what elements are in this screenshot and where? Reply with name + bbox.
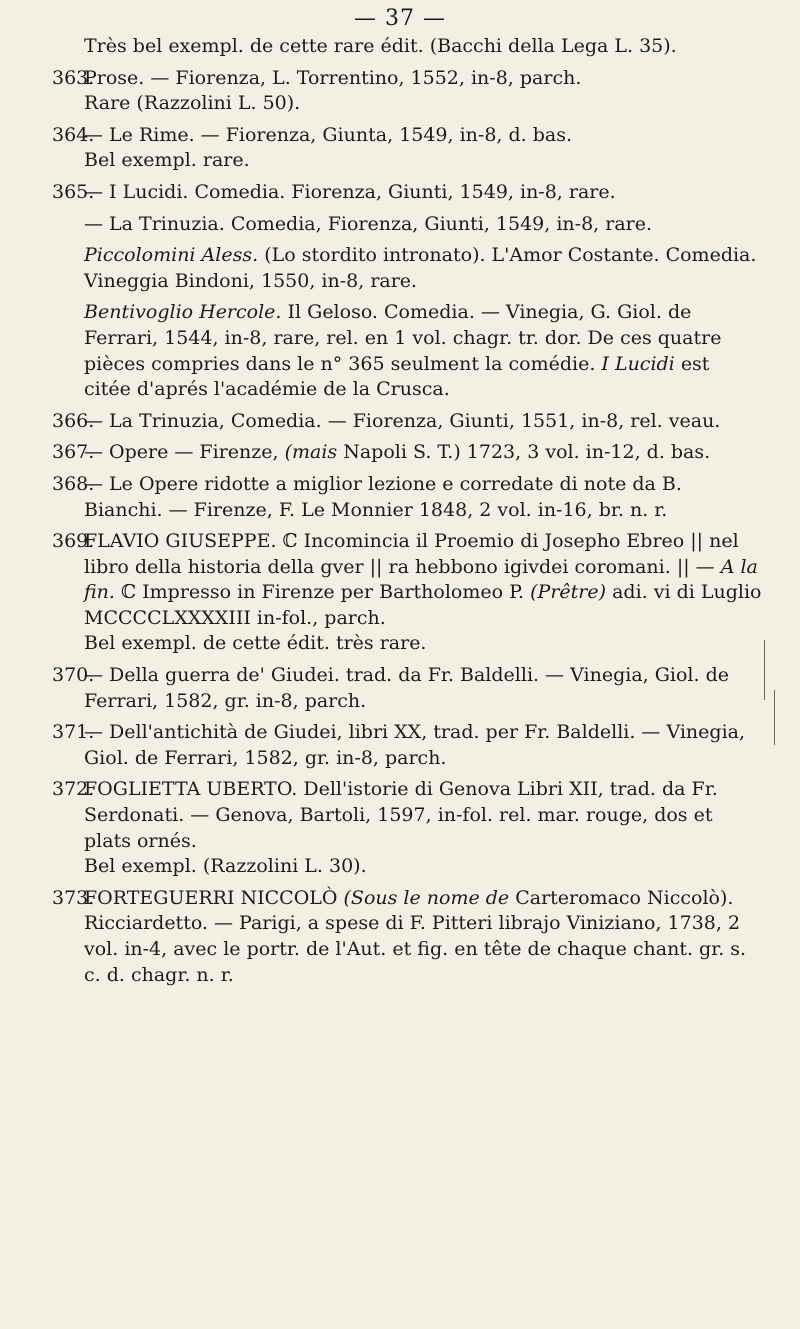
- catalogue-entry-368: [52, 472, 762, 523]
- page-number: — 37 —: [354, 6, 446, 31]
- catalogue-entry-365: [52, 180, 762, 206]
- entry-author: Piccolomini Aless.: [84, 244, 259, 267]
- entry-text: FLAVIO GIUSEPPE. ℂ Incomincia il Proemio di Josepho Ebreo || nel libro della historia della gver || ra hebbono igivdei coromani. || —: [84, 530, 739, 578]
- catalogue-entry-366: [52, 409, 762, 435]
- entry-text-after: Napoli S. T.) 1723, 3 vol. in-12, d. bas.: [343, 441, 711, 464]
- entry-text: — Le Opere ridotte a miglior lezione e corredate di note da B. Bianchi. — Firenze, F. Le Monnier 1848, 2 vol. in-16, br. n. r.: [84, 472, 682, 521]
- entry-number: 373.: [52, 886, 95, 909]
- entry-text: — Opere — Firenze,: [84, 441, 279, 464]
- entry-text: FORTEGUERRI NICCOLÒ: [84, 886, 338, 909]
- entry-italic: (Sous le nome de: [343, 886, 510, 909]
- entry-text: — I Lucidi. Comedia. Fiorenza, Giunti, 1549, in-8, rare.: [84, 180, 616, 203]
- entry-text: — Della guerra de' Giudei. trad. da Fr. Baldelli. — Vinegia, Giol. de Ferrari, 1582, gr. in-8, parch.: [84, 664, 729, 712]
- entry-number: 367.: [52, 441, 95, 464]
- entry-number: 364.: [52, 123, 95, 146]
- entry-text-after: adi. vi di Luglio MCCCCLXXXXIII in-fol., parch.: [84, 581, 762, 629]
- entry-number: 365.: [52, 180, 95, 203]
- entry-note: Bel exempl. (Razzolini L. 30).: [84, 855, 367, 878]
- catalogue-entry-369: [52, 529, 762, 657]
- catalogue-entry-365-bentivoglio: [52, 300, 762, 402]
- catalogue-entry-371: [52, 720, 762, 771]
- catalogue-entry-367: [52, 440, 762, 466]
- entry-text: (Lo stordito intronato). L'Amor Costante. Comedia. Vineggia Bindoni, 1550, in-8, rare.: [84, 244, 757, 292]
- catalogue-entry-372: [52, 777, 762, 879]
- catalogue-entry-continuation: [52, 34, 762, 60]
- entry-number: 363.: [52, 66, 95, 89]
- entry-italic: (mais: [284, 441, 338, 464]
- catalogue-body: [52, 34, 762, 994]
- catalogue-entry-364: [52, 123, 762, 174]
- catalogue-entry-365-piccolomini: [52, 243, 762, 294]
- entry-tail: est citée d'aprés l'académie de la Crusca.: [84, 352, 710, 401]
- entry-text: FOGLIETTA UBERTO. Dell'istorie di Genova Libri XII, trad. da Fr. Serdonati. — Genova, Bartoli, 1597, in-fol. rel. mar. rouge, dos et plats ornés.: [84, 778, 718, 852]
- entry-number: 370.: [52, 664, 95, 687]
- entry-text: — Dell'antichità de Giudei, libri XX, trad. per Fr. Baldelli. — Vinegia, Giol. de Ferrari, 1582, gr. in-8, parch.: [84, 721, 746, 769]
- entry-number: 368.: [52, 472, 95, 495]
- entry-italic: A la fin.: [84, 555, 758, 604]
- entry-text: — Le Rime. — Fiorenza, Giunta, 1549, in-8, d. bas.: [84, 123, 573, 146]
- entry-text: — La Trinuzia, Comedia. — Fiorenza, Giunti, 1551, in-8, rel. veau.: [84, 409, 721, 432]
- catalogue-entry-370: [52, 663, 762, 714]
- entry-number: 372.: [52, 778, 95, 801]
- entry-note: Rare (Razzolini L. 50).: [84, 92, 301, 115]
- margin-rule: [774, 690, 775, 745]
- catalogue-entry-363: [52, 66, 762, 117]
- entry-italic-title: I Lucidi: [601, 352, 675, 375]
- entry-text: Il Geloso. Comedia. — Vinegia, G. Giol. de Ferrari, 1544, in-8, rare, rel. en 1 vol. chagr. tr. dor. De ces quatre pièces compries dans le n° 365 seulment la comédie.: [84, 301, 722, 375]
- entry-italic-2: (Prêtre): [530, 581, 607, 604]
- entry-text: — La Trinuzia. Comedia, Fiorenza, Giunti, 1549, in-8, rare.: [84, 212, 653, 235]
- catalogue-entry-365-trinuzia: [52, 212, 762, 238]
- entry-text: Très bel exempl. de cette rare édit. (Bacchi della Lega L. 35).: [84, 35, 677, 57]
- entry-author: Bentivoglio Hercole.: [84, 301, 282, 324]
- entry-text: Prose. — Fiorenza, L. Torrentino, 1552, in-8, parch.: [84, 66, 582, 89]
- entry-note: Bel exempl. de cette édit. très rare.: [84, 632, 427, 655]
- entry-note: Bel exempl. rare.: [84, 149, 250, 172]
- catalogue-entry-373: [52, 886, 762, 988]
- entry-number: 371.: [52, 721, 95, 744]
- entry-text-after: Carteromaco Niccolò). Ricciardetto. — Parigi, a spese di F. Pitteri librajo Viniziano, 1738, 2 vol. in-4, avec le portr. de l'Aut. et fig. en tête de chaque chant. gr. s. c. d. chagr. n. r.: [84, 886, 747, 986]
- entry-number: 366.: [52, 409, 95, 432]
- margin-rule: [764, 640, 765, 700]
- entry-number: 369.: [52, 530, 95, 553]
- entry-text-mid: ℂ Impresso in Firenze per Bartholomeo P.: [121, 581, 525, 604]
